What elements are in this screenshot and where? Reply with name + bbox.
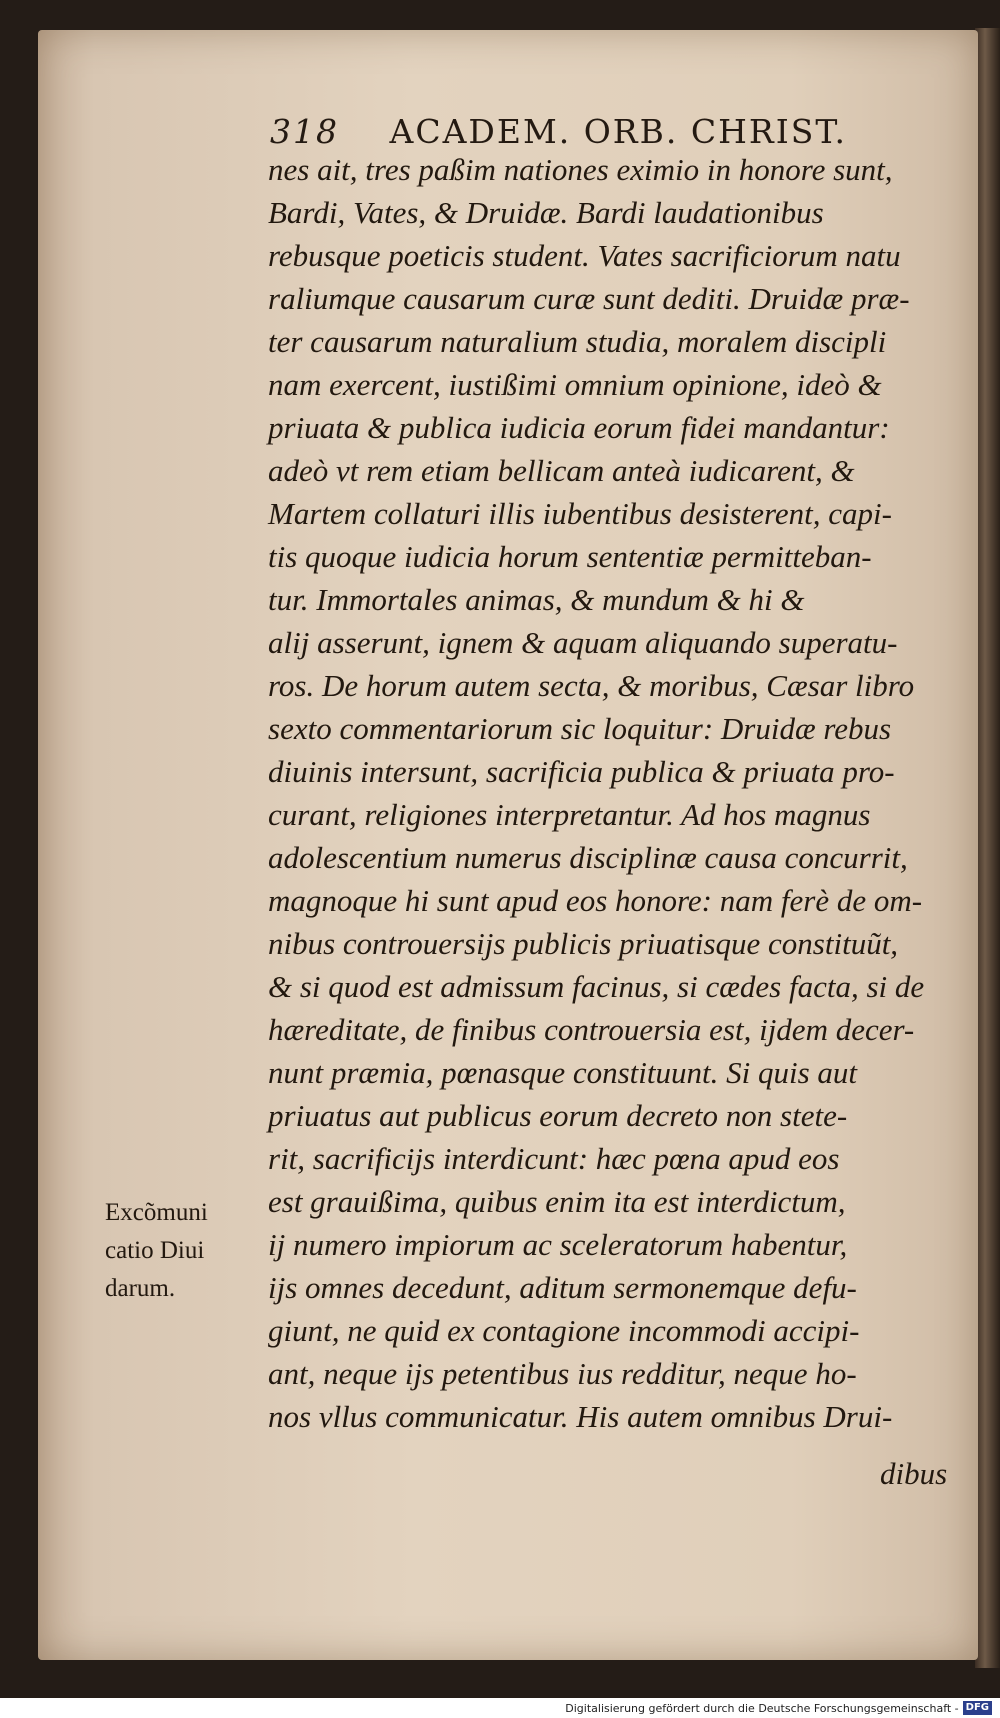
text-line: sexto commentariorum sic loquitur: Druidæ rebus — [268, 711, 892, 746]
text-line: alij asserunt, ignem & aquam aliquando superatu- — [268, 625, 898, 660]
text-line: nibus controuersijs publicis priuatisque constituũt, — [268, 926, 899, 961]
text-line: nos vllus communicatur. His autem omnibus Drui- — [268, 1399, 893, 1434]
margin-note-line: Excõmuni — [105, 1199, 208, 1226]
text-line: hæreditate, de finibus controuersia est, ijdem decer- — [268, 1012, 915, 1047]
text-line: priuata & publica iudicia eorum fidei mandantur: — [268, 410, 890, 445]
text-line: adolescentium numerus disciplinæ causa concurrit, — [268, 840, 908, 875]
running-head — [270, 112, 847, 151]
margin-note-line: darum. — [105, 1275, 176, 1302]
page-number: 318 — [270, 112, 339, 151]
text-line: est grauißima, quibus enim ita est interdictum, — [268, 1184, 846, 1219]
running-title: ACADEM. ORB. CHRIST. — [389, 112, 848, 151]
text-line: ant, neque ijs petentibus ius redditur, neque ho- — [268, 1356, 857, 1391]
catchword: dibus — [880, 1456, 948, 1491]
text-line: Bardi, Vates, & Druidæ. Bardi laudationibus — [268, 195, 824, 230]
text-line: & si quod est admissum facinus, si cædes facta, si de — [268, 969, 925, 1004]
dfg-logo-icon: DFG — [963, 1701, 992, 1715]
text-line: rit, sacrificijs interdicunt: hæc pœna apud eos — [268, 1141, 840, 1176]
text-line: nam exercent, iustißimi omnium opinione, ideò & — [268, 367, 882, 402]
text-line: tis quoque iudicia horum sententiæ permitteban- — [268, 539, 872, 574]
text-line: diuinis intersunt, sacrificia publica & priuata pro- — [268, 754, 895, 789]
text-line: tur. Immortales animas, & mundum & hi & — [268, 582, 805, 617]
text-line: nes ait, tres paßim nationes eximio in honore sunt, — [268, 152, 893, 187]
book-edge — [975, 28, 1000, 1668]
text-line: ij numero impiorum ac sceleratorum habentur, — [268, 1227, 848, 1262]
text-line: nunt præmia, pœnasque constituunt. Si quis aut — [268, 1055, 858, 1090]
text-line: raliumque causarum curæ sunt dediti. Druidæ præ- — [268, 281, 910, 316]
text-line: ijs omnes decedunt, aditum sermonemque defu- — [268, 1270, 857, 1305]
text-line: priuatus aut publicus eorum decreto non stete- — [268, 1098, 848, 1133]
digitization-footer — [0, 1698, 1000, 1718]
text-line: curant, religiones interpretantur. Ad hos magnus — [268, 797, 871, 832]
text-line: rebusque poeticis student. Vates sacrificiorum natu — [268, 238, 901, 273]
text-line: magnoque hi sunt apud eos honore: nam ferè de om- — [268, 883, 923, 918]
text-line: Martem collaturi illis iubentibus desisterent, capi- — [268, 496, 892, 531]
text-line: adeò vt rem etiam bellicam anteà iudicarent, & — [268, 453, 855, 488]
text-line: ter causarum naturalium studia, moralem discipli — [268, 324, 887, 359]
footer-credit: Digitalisierung gefördert durch die Deutsche Forschungsgemeinschaft - — [565, 1701, 959, 1715]
text-line: giunt, ne quid ex contagione incommodi accipi- — [268, 1313, 860, 1348]
margin-note-line: catio Diui — [105, 1237, 205, 1264]
text-line: ros. De horum autem secta, & moribus, Cæsar libro — [268, 668, 915, 703]
